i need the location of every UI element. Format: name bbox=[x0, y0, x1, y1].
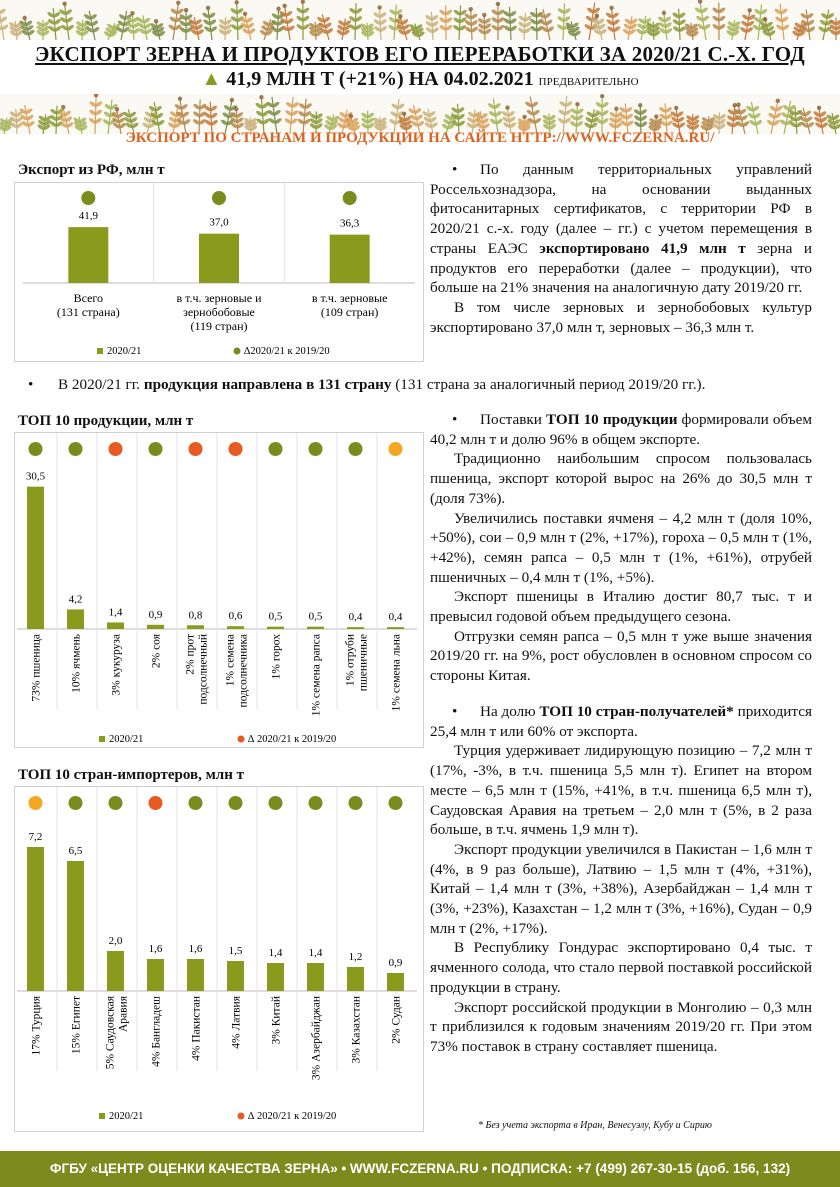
change-indicator-dot bbox=[309, 442, 323, 456]
legend-swatch-dot bbox=[238, 1113, 245, 1120]
category-label-group bbox=[311, 996, 323, 1080]
value-label: 0,6 bbox=[228, 610, 243, 623]
category-label-group bbox=[231, 995, 243, 1048]
text-block-summary bbox=[430, 160, 812, 337]
value-label: 1,5 bbox=[228, 945, 243, 957]
category-label-group bbox=[151, 633, 163, 668]
category-label-group bbox=[31, 634, 43, 702]
bullet-icon: • bbox=[452, 161, 458, 178]
value-label: 30,5 bbox=[25, 470, 46, 483]
leaf-pattern-mid bbox=[0, 94, 840, 134]
chart-top10-products bbox=[14, 432, 424, 748]
category-label-group bbox=[71, 634, 83, 693]
category-label-group bbox=[271, 634, 283, 680]
category-label: 3% Китай bbox=[270, 996, 283, 1045]
change-indicator-dot bbox=[109, 442, 123, 456]
legend-label: ∆2020/21 к 2019/20 bbox=[244, 346, 330, 357]
bar bbox=[227, 626, 244, 629]
bar bbox=[107, 951, 124, 991]
value-label: 36,3 bbox=[340, 217, 360, 230]
category-label: 10% ячмень bbox=[70, 634, 83, 693]
category-label: 2% соя bbox=[150, 634, 163, 669]
value-label: 1,6 bbox=[148, 943, 163, 955]
chart-top10-countries-svg bbox=[15, 787, 423, 1131]
bar bbox=[307, 627, 324, 629]
category-label: 4% Пакистан bbox=[190, 996, 203, 1061]
category-label: 2% протподсолнечный bbox=[184, 634, 210, 705]
block3-paragraph: Турция удерживает лидирующую позицию – 7,2 млн т (17%, -3%, в т.ч. пшеница 5,5 млн т). Египет на втором месте – 6,5 млн т (15%, +41%, в т.ч. пшеница 6,5 млн т), Саудовская Аравия на третьем – 2,0 млн т (5%, в 2 раза больше, в т.ч. ячмень 1,9 млн т). bbox=[430, 742, 812, 839]
bullet-icon: • bbox=[28, 376, 34, 393]
category-label: в т.ч. зерновые (109 стран) bbox=[311, 291, 388, 319]
category-label-group bbox=[391, 634, 403, 711]
category-label: 4% Латвия bbox=[230, 996, 243, 1049]
chart-top10-products-title: ТОП 10 продукции, млн т bbox=[18, 413, 194, 429]
change-indicator-dot bbox=[81, 191, 95, 205]
change-indicator-dot bbox=[389, 796, 403, 810]
value-label: 1,4 bbox=[308, 947, 323, 959]
category-label-group bbox=[151, 996, 163, 1067]
category-label: 1% семенаподсолнечника bbox=[224, 634, 250, 708]
headline-preliminary-note: ПРЕДВАРИТЕЛЬНО bbox=[538, 76, 639, 88]
category-label: 3% Казахстан bbox=[350, 996, 363, 1064]
change-indicator-dot bbox=[69, 796, 83, 810]
block3-paragraph: • На долю ТОП 10 стран-получателей* приходится 25,4 млн т или 60% от экспорта. bbox=[430, 703, 812, 740]
value-label: 6,5 bbox=[68, 845, 83, 857]
block2-paragraph: Традиционно наибольшим спросом пользовалась пшеница, экспорт которой вырос на 26% до 30,5 млн т (доля 73%). bbox=[430, 450, 812, 507]
countries-count-bullet bbox=[28, 376, 818, 394]
bar bbox=[347, 627, 364, 629]
category-label: 3% кукуруза bbox=[110, 634, 123, 696]
category-label-group bbox=[71, 996, 83, 1054]
block3-paragraph: В Республику Гондурас экспортировано 0,4 тыс. т ячменного солода, что стало первой поставкой российской продукции в страну. bbox=[430, 939, 812, 996]
legend-label: ∆ 2020/21 к 2019/20 bbox=[248, 1111, 337, 1122]
legend-label: 2020/21 bbox=[109, 1111, 144, 1122]
change-indicator-dot bbox=[269, 442, 283, 456]
value-label: 0,5 bbox=[308, 610, 323, 623]
value-label: 2,0 bbox=[108, 935, 123, 947]
category-label-group bbox=[31, 995, 43, 1055]
website-subtitle-link[interactable]: ЭКСПОРТ ПО СТРАНАМ И ПРОДУКЦИИ НА САЙТЕ HTTP://WWW.FCZERNA.RU/ bbox=[125, 130, 715, 146]
change-indicator-dot bbox=[109, 796, 123, 810]
change-indicator-dot bbox=[349, 442, 363, 456]
change-indicator-dot bbox=[149, 796, 163, 810]
bar bbox=[27, 847, 44, 991]
value-label: 0,9 bbox=[388, 957, 403, 969]
bar bbox=[187, 625, 204, 629]
value-label: 1,4 bbox=[268, 947, 283, 959]
value-label: 41,9 bbox=[78, 210, 98, 223]
category-label: 1% горох bbox=[270, 634, 283, 680]
bar bbox=[267, 963, 284, 991]
text-block-countries bbox=[430, 702, 812, 1057]
block2-paragraph: Отгрузки семян рапса – 0,5 млн т уже выше значения 2019/20 гг. на 9%, рост обусловлен в основном спросом со стороны Китая. bbox=[430, 627, 812, 685]
chart-export-rf bbox=[14, 182, 424, 362]
bar bbox=[187, 959, 204, 991]
legend-label: ∆ 2020/21 к 2019/20 bbox=[248, 734, 337, 745]
footnote: * Без учета экспорта в Иран, Венесуэлу, Кубу и Сирию bbox=[478, 1120, 712, 1131]
change-indicator-dot bbox=[212, 191, 226, 205]
change-indicator-dot bbox=[229, 796, 243, 810]
category-label: 5% СаудовскаяАравия bbox=[104, 996, 130, 1070]
category-label: 73% пшеница bbox=[30, 634, 43, 702]
bar bbox=[347, 967, 364, 991]
value-label: 1,2 bbox=[348, 951, 363, 963]
legend-swatch-dot bbox=[238, 736, 245, 743]
bar bbox=[68, 227, 108, 283]
category-label-group bbox=[351, 996, 363, 1063]
bar bbox=[387, 973, 404, 991]
category-label-group bbox=[185, 634, 210, 705]
page-title: ЭКСПОРТ ЗЕРНА И ПРОДУКТОВ ЕГО ПЕРЕРАБОТКИ ЗА 2020/21 С.-Х. ГОД bbox=[35, 42, 805, 66]
countries-count-text: В 2020/21 гг. продукция направлена в 131 страну (131 страна за аналогичный период 2019/20 гг.). bbox=[58, 376, 706, 393]
chart-top10-products-svg bbox=[15, 433, 423, 747]
up-triangle-icon: ▲ bbox=[201, 68, 222, 90]
bar bbox=[387, 627, 404, 629]
footer-text[interactable]: ФГБУ «ЦЕНТР ОЦЕНКИ КАЧЕСТВА ЗЕРНА» • WWW.FCZERNA.RU • ПОДПИСКА: +7 (499) 267-30-15 (доб. 156, 132) bbox=[49, 1161, 791, 1176]
bullet-icon: • bbox=[452, 703, 458, 720]
change-indicator-dot bbox=[349, 796, 363, 810]
bullet-icon: • bbox=[452, 411, 458, 428]
category-label-group bbox=[105, 995, 130, 1069]
bar bbox=[147, 625, 164, 629]
botanical-header-band bbox=[0, 0, 840, 40]
block2-paragraph: • Поставки ТОП 10 продукции формировали объем 40,2 млн т и долю 96% в общем экспорте. bbox=[430, 411, 812, 448]
block3-paragraph: Экспорт российской продукции в Монголию – 0,3 млн т приблизился к годовым значениям 2019/20 гг. При этом 73% поставок в страну составляет пшеница. bbox=[430, 998, 812, 1055]
category-label-group bbox=[345, 634, 370, 691]
block1-paragraph: В том числе зерновых и зернобобовых культур экспортировано 37,0 млн т, зерновых – 36,3 млн т. bbox=[430, 298, 812, 336]
legend-swatch-dot bbox=[234, 348, 241, 355]
bar bbox=[227, 961, 244, 991]
value-label: 1,6 bbox=[188, 943, 203, 955]
change-indicator-dot bbox=[69, 442, 83, 456]
legend-swatch-bar bbox=[99, 736, 105, 742]
change-indicator-dot bbox=[389, 442, 403, 456]
value-label: 7,2 bbox=[28, 831, 43, 843]
change-indicator-dot bbox=[343, 191, 357, 205]
chart-top10-countries bbox=[14, 786, 424, 1132]
bar bbox=[307, 963, 324, 991]
category-label: 15% Египет bbox=[70, 996, 83, 1055]
legend-swatch-bar bbox=[97, 348, 103, 354]
bar bbox=[267, 627, 284, 629]
block2-paragraph: Увеличились поставки ячменя – 4,2 млн т (доля 10%, +50%), сои – 0,9 млн т (2%, +17%), гороха – 0,5 млн т (1%, +42%), семян рапса – 0,5 млн т (1%, +61%), отрубей пшеничных – 0,4 млн т (1%, +5%). bbox=[430, 509, 812, 586]
change-indicator-dot bbox=[269, 796, 283, 810]
value-label: 0,4 bbox=[388, 611, 403, 624]
chart-export-rf-svg bbox=[15, 183, 423, 361]
change-indicator-dot bbox=[189, 796, 203, 810]
category-label: 1% семена льна bbox=[390, 634, 403, 712]
text-block-products bbox=[430, 410, 812, 686]
category-label-group bbox=[111, 634, 123, 696]
category-label: 17% Турция bbox=[30, 996, 43, 1056]
leaf-pattern-top bbox=[0, 0, 840, 40]
category-label-group bbox=[391, 996, 403, 1044]
block3-paragraph: Экспорт продукции увеличился в Пакистан – 1,6 млн т (4%, в 9 раз больше), Латвию – 1,5 млн т (4%, +31%), Китай – 1,4 млн т (3%, +38%), Азербайджан – 1,4 млн т (3%, +23%), Казахстан – 1,2 млн т (3%, +16%), Судан – 0,9 млн т (2%, +17%). bbox=[430, 840, 812, 937]
change-indicator-dot bbox=[309, 796, 323, 810]
category-label-group bbox=[191, 996, 203, 1061]
value-label: 0,8 bbox=[188, 609, 203, 622]
chart-export-rf-title: Экспорт из РФ, млн т bbox=[18, 162, 165, 178]
bar bbox=[67, 861, 84, 991]
category-label: 4% Бангладеш bbox=[150, 996, 163, 1067]
bar bbox=[107, 622, 124, 629]
legend-label: 2020/21 bbox=[107, 346, 142, 357]
change-indicator-dot bbox=[29, 796, 43, 810]
value-label: 0,4 bbox=[348, 611, 363, 624]
bar bbox=[27, 487, 44, 629]
value-label: 37,0 bbox=[209, 216, 229, 229]
bar bbox=[67, 609, 84, 629]
chart-top10-countries-title: ТОП 10 стран-импортеров, млн т bbox=[18, 767, 244, 783]
bar bbox=[199, 234, 239, 283]
block2-paragraph: Экспорт пшеницы в Италию достиг 80,7 тыс. т и превысил годовой объем предыдущего сезона. bbox=[430, 588, 812, 626]
bar bbox=[147, 959, 164, 991]
value-label: 0,9 bbox=[148, 608, 163, 621]
category-label: 3% Азербайджан bbox=[310, 996, 323, 1081]
change-indicator-dot bbox=[189, 442, 203, 456]
bar bbox=[330, 235, 370, 283]
category-label: в т.ч. зерновые и зернобобовые (119 стран) bbox=[176, 291, 262, 333]
value-label: 1,4 bbox=[108, 606, 123, 619]
footer-bar bbox=[0, 1151, 840, 1187]
change-indicator-dot bbox=[229, 442, 243, 456]
category-label: Всего (131 страна) bbox=[56, 291, 120, 319]
category-label-group bbox=[271, 996, 283, 1044]
category-label-group bbox=[311, 634, 323, 716]
category-label: 2% Судан bbox=[390, 996, 403, 1044]
headline-total-value: 41,9 МЛН Т (+21%) НА 04.02.2021 bbox=[226, 68, 534, 90]
change-indicator-dot bbox=[149, 442, 163, 456]
legend-label: 2020/21 bbox=[109, 734, 144, 745]
category-label: 1% семена рапса bbox=[310, 634, 323, 717]
headline-total bbox=[0, 68, 840, 91]
legend-swatch-bar bbox=[99, 1113, 105, 1119]
change-indicator-dot bbox=[29, 442, 43, 456]
block1-paragraph: • По данным территориальных управлений Россельхознадзора, на основании выданных фитосанитарных сертификатов, с территории РФ в 2020/21 с.-х. году (далее – гг.) с учетом перемещения в страны ЕАЭС экспортировано 41,9 млн т зерна и продуктов его переработки (далее – продукции), что больше на 21% значения на аналогичную дату 2019/20 гг. bbox=[430, 161, 812, 297]
value-label: 4,2 bbox=[68, 593, 83, 606]
category-label: 1% отрубипшеничные bbox=[344, 634, 370, 692]
botanical-divider-band bbox=[0, 94, 840, 134]
category-label-group bbox=[225, 634, 250, 707]
value-label: 0,5 bbox=[268, 610, 283, 623]
